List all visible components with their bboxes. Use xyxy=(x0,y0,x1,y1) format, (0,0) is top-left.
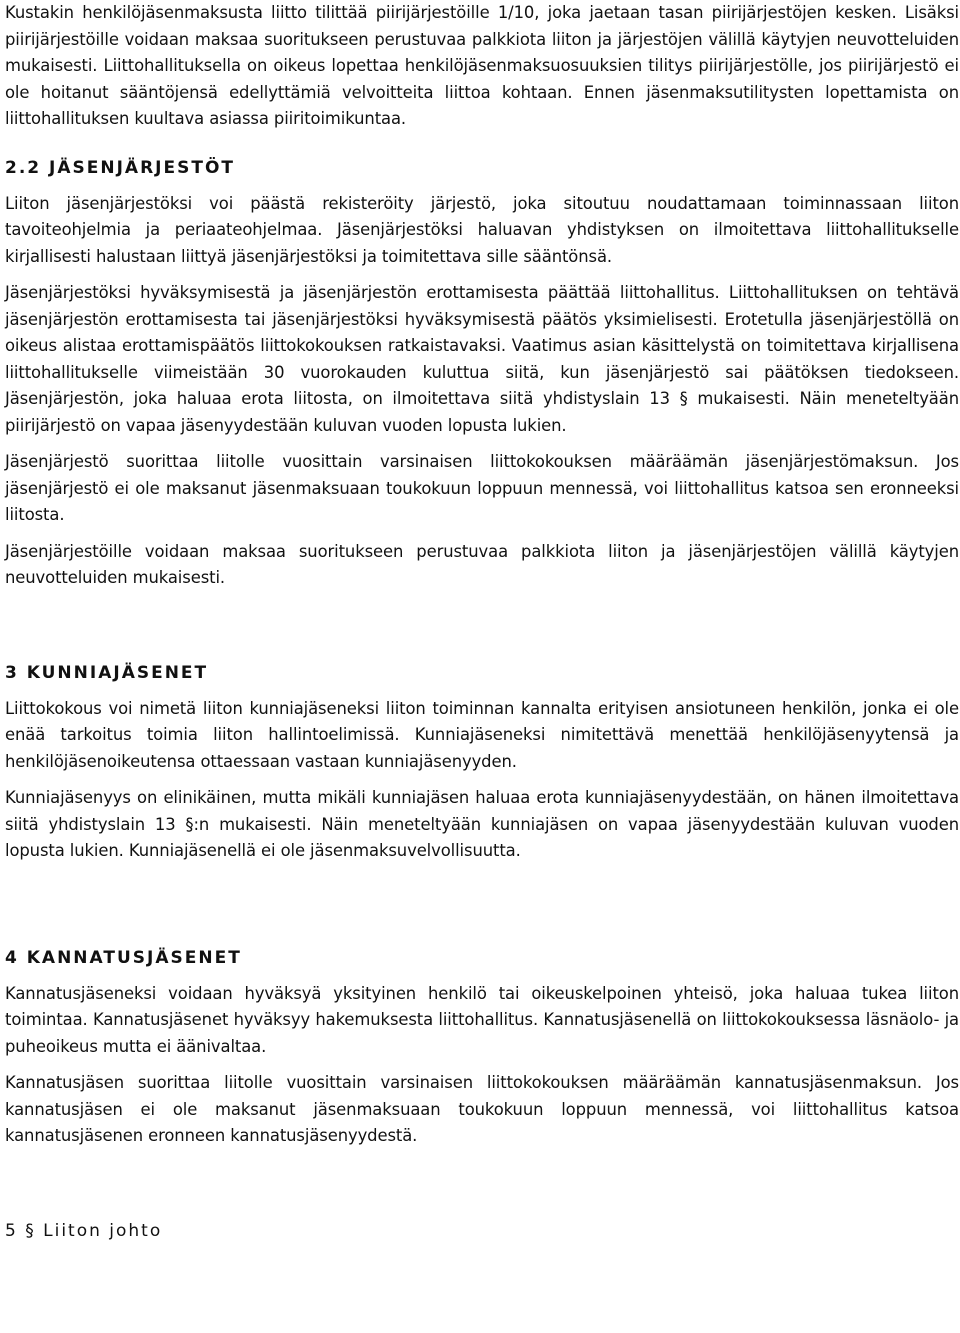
section-2-2-paragraph-1: Liiton jäsenjärjestöksi voi päästä rekisteröity järjestö, joka sitoutuu noudattamaan toiminnassaan liiton tavoiteohjelmia ja periaateohjelmaa. Jäsenjärjestöksi haluavan yhdistyksen on ilmoitettava liittohallitukselle kirjallisesti halustaan liittyä jäsenjärjestöksi ja toimitettava sille sääntönsä. xyxy=(5,193,959,266)
section-3-paragraph-1: Liittokokous voi nimetä liiton kunniajäseneksi liiton toiminnan kannalta erityisen ansiotuneen henkilön, jonka ei ole enää tarkoitus toimia liiton hallintoelimissä. Kunniajäseneksi nimitettävä menettää henkilöjäsenyytensä ja henkilöjäsenoikeutensa ottaessaan vastaan kunniajäsenyyden. xyxy=(5,698,959,771)
section-2-2-paragraph-2: Jäsenjärjestöksi hyväksymisestä ja jäsenjärjestön erottamisesta päättää liittohallitus. Liittohallituksen on tehtävä jäsenjärjestön erottamisesta tai jäsenjärjestöksi hyväksymisestä päätös yksimielisesti. Erotetulla jäsenjärjestöllä on oikeus alistaa erottamispäätös liittokokouksen ratkaistavaksi. Vaatimus asian käsittelystä on toimitettava kirjallisena liittohallitukselle viimeistään 30 vuorokauden kuluttua siitä, kun jäsenjärjestö sai päätöksen tiedokseen. Jäsenjärjestön, joka haluaa erota liitosta, on ilmoitettava siitä yhdistyslain 13 § mukaisesti. Näin meneteltyään piirijärjestö on vapaa jäsenyydestään kuluvan vuoden lopusta lukien. xyxy=(5,283,959,435)
section-5-heading: 5 § Liiton johto xyxy=(5,1220,163,1241)
section-4-heading: 4 KANNATUSJÄSENET xyxy=(5,947,242,968)
section-3-paragraph-2: Kunniajäsenyys on elinikäinen, mutta mikäli kunniajäsen haluaa erota kunniajäsenyydestään, on hänen ilmoitettava siitä yhdistyslain 13 §:n mukaisesti. Näin meneteltyään kunniajäsen on vapaa jäsenyydestään kuluvan vuoden lopusta lukien. Kunniajäsenellä ei ole jäsenmaksuvelvollisuutta. xyxy=(5,788,959,860)
section-3-heading: 3 KUNNIAJÄSENET xyxy=(5,662,209,683)
intro-paragraph: Kustakin henkilöjäsenmaksusta liitto tilittää piirijärjestöille 1/10, joka jaetaan tasan piirijärjestöjen kesken. Lisäksi piirijärjestöille voidaan maksaa suoritukseen perustuvaa palkkiota liiton ja järjestöjen välillä käytyjen neuvotteluiden mukaisesti. Liittohallituksella on oikeus lopettaa henkilöjäsenmaksuosuuksien tilitys piirijärjestölle, jos piirijärjestö ei ole hoitanut sääntöjensä edellyttämiä velvoitteita liittoa kohtaan. Ennen jäsenmaksutilitysten lopettamista on liittohallituksen kuultava asiassa piiritoimikuntaa. xyxy=(5,3,959,128)
section-4-paragraph-1: Kannatusjäseneksi voidaan hyväksyä yksityinen henkilö tai oikeuskelpoinen yhteisö, joka haluaa tukea liiton toimintaa. Kannatusjäsenet hyväksyy hakemuksesta liittohallitus. Kannatusjäsenellä on liittokokouksessa läsnäolo- ja puheoikeus mutta ei äänivaltaa. xyxy=(5,983,959,1056)
section-2-2-heading: 2.2 JÄSENJÄRJESTÖT xyxy=(5,157,235,178)
section-4-paragraph-2: Kannatusjäsen suorittaa liitolle vuosittain varsinaisen liittokokouksen määräämän kannatusjäsenmaksun. Jos kannatusjäsen ei ole maksanut jäsenmaksuaan toukokuun loppuun mennessä, voi liittohallitus katsoa kannatusjäsenen eronneen kannatusjäsenyydestä. xyxy=(5,1073,959,1145)
section-2-2-paragraph-4: Jäsenjärjestöille voidaan maksaa suoritukseen perustuvaa palkkiota liiton ja jäsenjärjestöjen välillä käytyjen neuvotteluiden mukaisesti. xyxy=(5,541,959,587)
document-page xyxy=(5,0,959,1244)
section-2-2-paragraph-3: Jäsenjärjestö suorittaa liitolle vuosittain varsinaisen liittokokouksen määräämän jäsenjärjestömaksun. Jos jäsenjärjestö ei ole maksanut jäsenmaksuaan toukokuun loppuun mennessä, voi liittohallitus katsoa sen eronneeksi liitosta. xyxy=(5,452,959,524)
